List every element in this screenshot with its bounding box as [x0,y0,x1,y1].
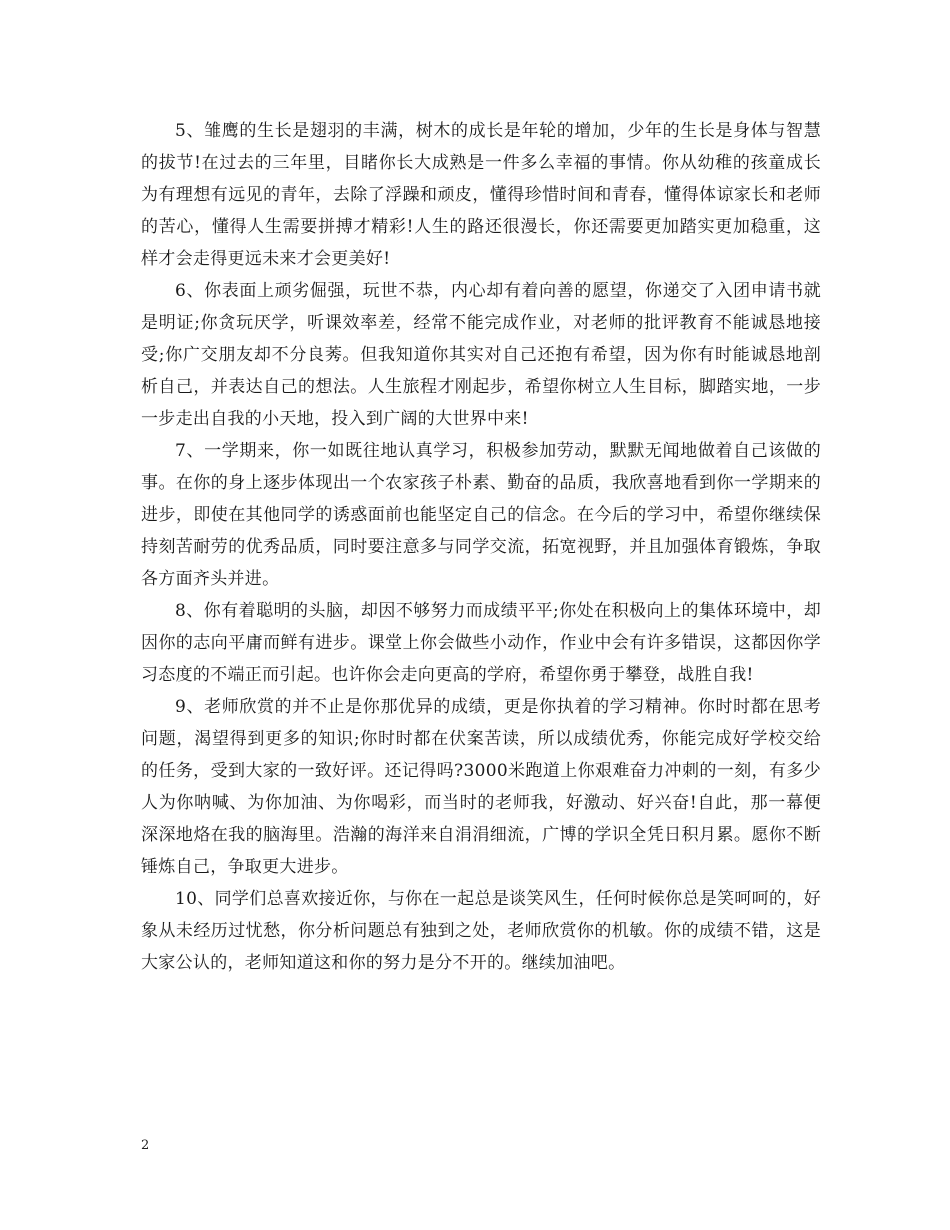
paragraph-5: 5、雏鹰的生长是翅羽的丰满，树木的成长是年轮的增加，少年的生长是身体与智慧的拔节!在过去的三年里，目睹你长大成熟是一件多么幸福的事情。你从幼稚的孩童成长为有理想有远见的青年，去除了浮躁和顽皮，懂得珍惜时间和青春，懂得体谅家长和老师的苦心，懂得人生需要拼搏才精彩!人生的路还很漫长，你还需要更加踏实更加稳重，这样才会走得更远未来才会更美好! [141,121,821,269]
paragraph-6: 6、你表面上顽劣倔强，玩世不恭，内心却有着向善的愿望，你递交了入团申请书就是明证;你贪玩厌学，听课效率差，经常不能完成作业，对老师的批评教育不能诚恳地接受;你广交朋友却不分良莠。但我知道你其实对自己还抱有希望，因为你有时能诚恳地剖析自己，并表达自己的想法。人生旅程才刚起步，希望你树立人生目标，脚踏实地，一步一步走出自我的小天地，投入到广阔的大世界中来! [141,281,821,429]
paragraph-9: 9、老师欣赏的并不止是你那优异的成绩，更是你执着的学习精神。你时时都在思考问题，渴望得到更多的知识;你时时都在伏案苦读，所以成绩优秀，你能完成好学校交给的任务，受到大家的一致好评。还记得吗?3000米跑道上你艰难奋力冲刺的一刻，有多少人为你呐喊、为你加油、为你喝彩，而当时的老师我，好激动、好兴奋!自此，那一幕便深深地烙在我的脑海里。浩瀚的海洋来自涓涓细流，广博的学识全凭日积月累。愿你不断锤炼自己，争取更大进步。 [141,697,821,877]
paragraph-8: 8、你有着聪明的头脑，却因不够努力而成绩平平;你处在积极向上的集体环境中，却因你的志向平庸而鲜有进步。课堂上你会做些小动作，作业中会有许多错误，这都因你学习态度的不端正而引起。也许你会走向更高的学府，希望你勇于攀登，战胜自我! [141,601,821,685]
document-body [141,115,821,979]
page-number: 2 [141,1138,150,1153]
paragraph-10: 10、同学们总喜欢接近你，与你在一起总是谈笑风生，任何时候你总是笑呵呵的，好象从未经历过忧愁，你分析问题总有独到之处，老师欣赏你的机敏。你的成绩不错，这是大家公认的，老师知道这和你的努力是分不开的。继续加油吧。 [141,889,821,973]
paragraph-7: 7、一学期来，你一如既往地认真学习，积极参加劳动，默默无闻地做着自己该做的事。在你的身上逐步体现出一个农家孩子朴素、勤奋的品质，我欣喜地看到你一学期来的进步，即使在其他同学的诱惑面前也能坚定自己的信念。在今后的学习中，希望你继续保持刻苦耐劳的优秀品质，同时要注意多与同学交流，拓宽视野，并且加强体育锻炼，争取各方面齐头并进。 [141,441,821,589]
